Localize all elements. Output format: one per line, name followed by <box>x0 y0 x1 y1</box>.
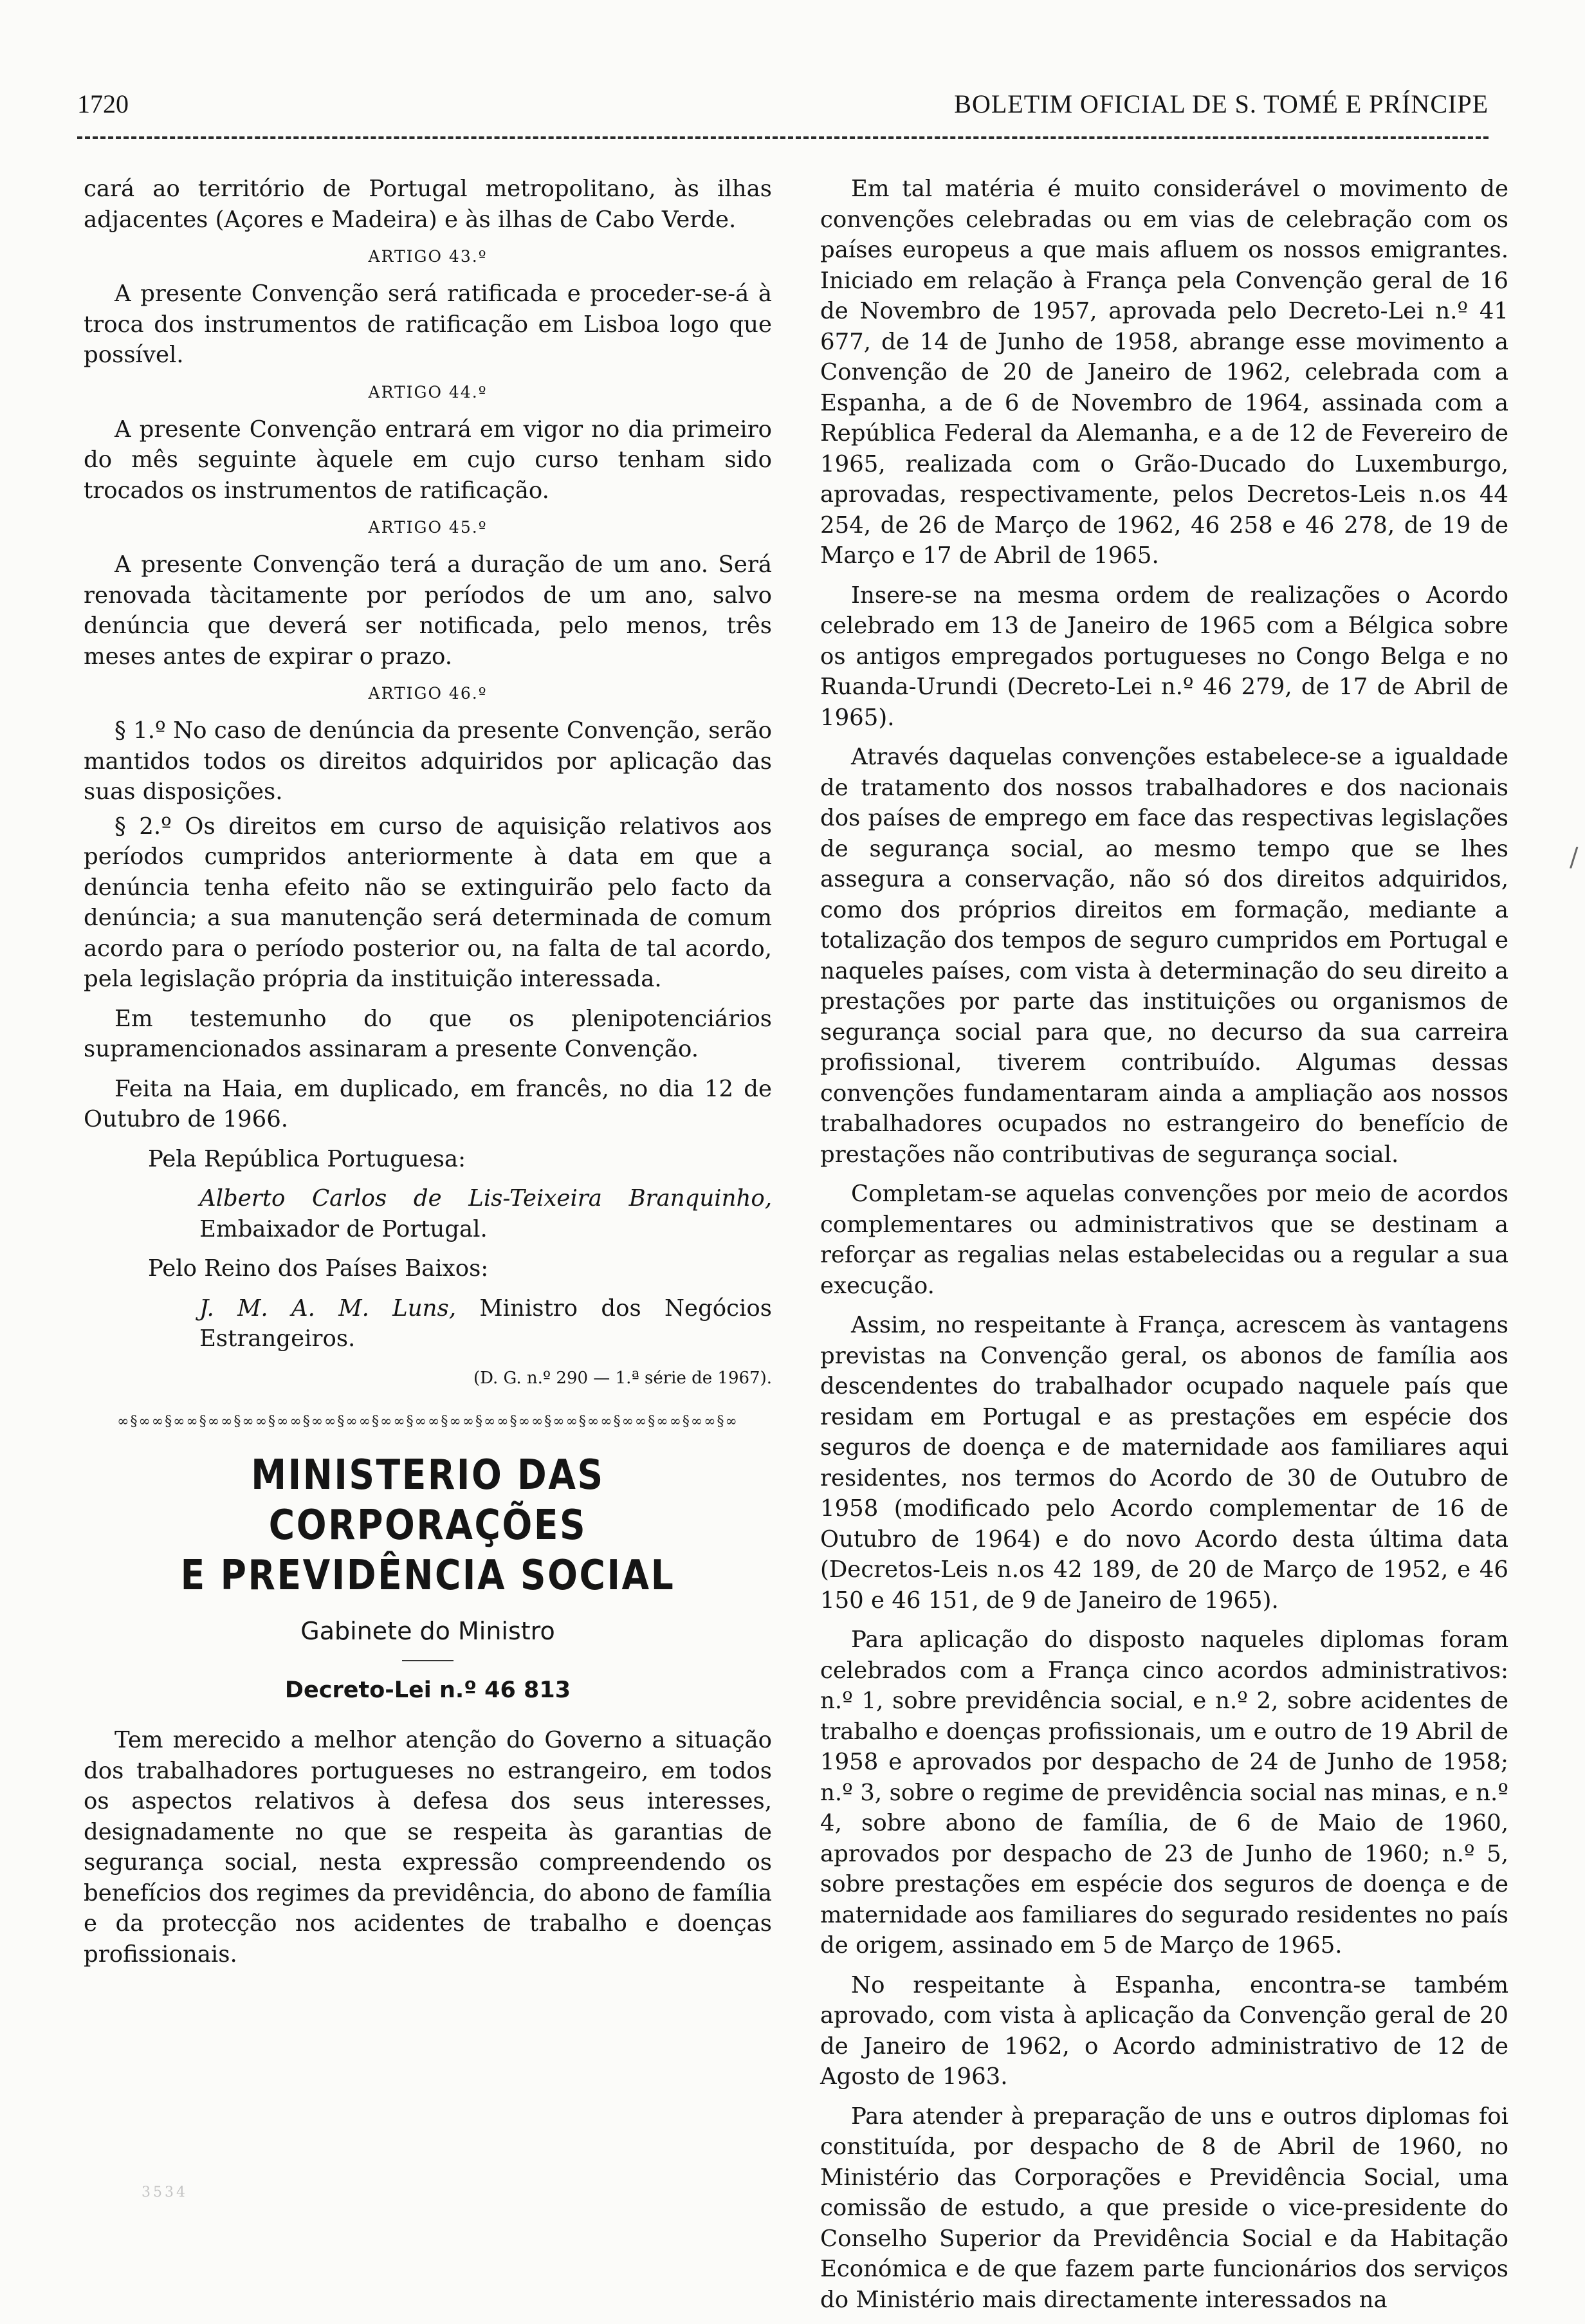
article-heading-46: ARTIGO 46.º <box>368 684 488 703</box>
decree-paragraph-5: Completam-se aquelas convenções por meio de acordos complementares ou administrativos que se destinam a reforçar as regalias nelas estabelecidas ou a regular a sua execução. <box>820 1181 1508 1299</box>
decree-title: Decreto-Lei n.º 46 813 <box>284 1677 571 1703</box>
page-header <box>77 89 1489 127</box>
witness-clause: Em testemunho do que os plenipotenciários supramencionados assinaram a presente Convenção. <box>84 1005 772 1062</box>
section-divider <box>402 1660 454 1661</box>
left-column <box>84 174 772 1978</box>
article-43-text: A presente Convenção será ratificada e proceder-se-á à troca dos instrumentos de ratificação em Lisboa logo que possível. <box>84 281 772 368</box>
article-46-paragraph-2: § 2.º Os direitos em curso de aquisição relativos aos períodos cumpridos anteriormente à data em que a denúncia tenha efeito não se extinguirão pelo facto da denúncia; a sua manutenção será determinada de comum acordo para o período posterior ou, na falta de tal acordo, pela legislação própria da instituição interessada. <box>84 813 772 992</box>
signatory-portugal-label: Pela República Portuguesa: <box>148 1145 466 1172</box>
decree-paragraph-6: Assim, no respeitante à França, acrescem às vantagens previstas na Convenção geral, os abonos de família aos descendentes do trabalhador ocupado naquele país que residam em Portugal e as prestações em espécie dos seguros de doença e de maternidade aos familiares aqui residentes, nos termos do Acordo de 30 de Outubro de 1958 (modificado pelo Acordo complementar de 16 de Outubro de 1964) e do novo Acordo desta última data (Decretos-Leis n.os 42 189, de 20 de Março de 1952, e 46 150 e 46 151, de 9 de Janeiro de 1965). <box>820 1312 1508 1614</box>
margin-mark: / <box>1570 843 1579 872</box>
decree-paragraph-4: Através daquelas convenções estabelece-se a igualdade de tratamento dos nossos trabalhadores e dos nacionais dos países de emprego em face das respectivas legislações de segurança social, ao mesmo tempo que se lhes assegura a conservação, não só dos direitos adquiridos, como dos próprios direitos em formação, mediante a totalização dos tempos de seguro cumpridos em Portugal e naqueles países, com vista à determinação do seu direito a prestações por parte das instituições ou organismos de segurança social para que, no decurso da sua carreira profissional, tiverem contribuído. Algumas dessas convenções fundamentaram ainda a ampliação aos nossos trabalhadores ocupados no estrangeiro do benefício de prestações não contributivas de segurança social. <box>820 744 1508 1168</box>
journal-title: BOLETIM OFICIAL DE S. TOMÉ E PRÍNCIPE <box>954 89 1489 118</box>
page-number: 1720 <box>77 89 129 118</box>
footer-stamp: 3534 <box>142 2184 188 2200</box>
article-46-paragraph-1: § 1.º No caso de denúncia da presente Convenção, serão mantidos todos os direitos adquiridos por aplicação das suas disposições. <box>84 717 772 805</box>
decree-paragraph-9: Para atender à preparação de uns e outros diplomas foi constituída, por despacho de 8 de Abril de 1960, no Ministério das Corporações e Previdência Social, uma comissão de estudo, a que preside o vice-presidente do Conselho Superior da Previdência Social e da Habitação Económica e de que fazem parte funcionários dos serviços do Ministério mais directamente interessados na <box>820 2103 1508 2313</box>
signatory-netherlands <box>84 1293 772 1354</box>
cabinet-heading: Gabinete do Ministro <box>300 1617 555 1645</box>
paragraph-continued: cará ao território de Portugal metropolitano, às ilhas adjacentes (Açores e Madeira) e às ilhas de Cabo Verde. <box>84 176 772 233</box>
signatory-portugal-role: Embaixador de Portugal. <box>199 1215 488 1242</box>
signatory-netherlands-label: Pelo Reino dos Países Baixos: <box>148 1255 489 1282</box>
right-column <box>820 174 1508 2324</box>
decree-paragraph-3: Insere-se na mesma ordem de realizações o Acordo celebrado em 13 de Janeiro de 1965 com a Bélgica sobre os antigos empregados portugueses no Congo Belga e no Ruanda-Urundi (Decreto-Lei n.º 46 279, de 17 de Abril de 1965). <box>820 582 1508 731</box>
decree-paragraph-8: No respeitante à Espanha, encontra-se também aprovado, com vista à aplicação da Convenção geral de 20 de Janeiro de 1962, o Acordo administrativo de 12 de Agosto de 1963. <box>820 1971 1508 2090</box>
header-rule <box>77 136 1489 139</box>
done-at-clause: Feita na Haia, em duplicado, em francês, no dia 12 de Outubro de 1966. <box>84 1075 772 1132</box>
signatory-portugal <box>84 1183 772 1244</box>
article-heading-44: ARTIGO 44.º <box>368 382 488 401</box>
publication-reference: (D. G. n.º 290 — 1.ª série de 1967). <box>473 1368 772 1388</box>
decree-paragraph-1: Tem merecido a melhor atenção do Governo a situação dos trabalhadores portugueses no estrangeiro, em todos os aspectos relativos à defesa dos seus interesses, designadamente no que se respeita às garantias de segurança social, nesta expressão compreendendo os benefícios dos regimes da previdência, do abono de família e da protecção nos acidentes de trabalho e doenças profissionais. <box>84 1727 772 1968</box>
article-heading-43: ARTIGO 43.º <box>368 247 488 266</box>
signatory-portugal-name: Alberto Carlos de Lis-Teixeira Branquinho, <box>199 1185 772 1212</box>
ministry-heading <box>132 1450 724 1601</box>
signatory-netherlands-name: J. M. A. M. Luns, <box>199 1295 456 1322</box>
ministry-heading-line-1: MINISTERIO DAS CORPORAÇÕES <box>251 1452 605 1549</box>
decree-paragraph-2: Em tal matéria é muito considerável o movimento de convenções celebradas ou em vias de celebração com os países europeus a que mais afluem os nossos emigrantes. Iniciado em relação à França pela Convenção geral de 16 de Novembro de 1957, aprovada pelo Decreto-Lei n.º 41 677, de 14 de Junho de 1958, abrange esse movimento a Convenção de 20 de Janeiro de 1962, celebrada com a Espanha, a de 6 de Novembro de 1964, assinada com a República Federal da Alemanha, e a de 12 de Fevereiro de 1965, realizada com o Grão-Ducado do Luxemburgo, aprovadas, respectivamente, pelos Decretos-Leis n.os 44 254, de 26 de Março de 1962, 46 258 e 46 278, de 19 de Março e 17 de Abril de 1965. <box>820 176 1508 569</box>
article-45-text: A presente Convenção terá a duração de um ano. Será renovada tàcitamente por períodos de um ano, salvo denúncia que deverá ser notificada, pelo menos, três meses antes de expirar o prazo. <box>84 551 772 670</box>
ministry-heading-line-2: E PREVIDÊNCIA SOCIAL <box>180 1552 675 1600</box>
ornamental-divider: ∞§∞∞§∞∞§∞∞§∞∞§∞∞§∞∞§∞∞§∞∞§∞∞§∞∞§∞∞§∞∞§∞∞§∞∞§∞∞§∞∞§∞∞§∞ <box>117 1414 738 1430</box>
article-heading-45: ARTIGO 45.º <box>368 518 488 537</box>
article-44-text: A presente Convenção entrará em vigor no dia primeiro do mês seguinte àquele em cujo curso tenham sido trocados os instrumentos de ratificação. <box>84 416 772 504</box>
signatory-netherlands-role: Ministro dos Negócios Estrangeiros. <box>199 1295 772 1352</box>
decree-paragraph-7: Para aplicação do disposto naqueles diplomas foram celebrados com a França cinco acordos administrativos: n.º 1, sobre previdência social, e n.º 2, sobre acidentes de trabalho e doenças profissionais, um e outro de 19 Abril de 1958 e aprovados por despacho de 24 de Junho de 1958; n.º 3, sobre o regime de previdência social nas minas, e n.º 4, sobre abono de família, de 6 de Maio de 1960, aprovados por despacho de 23 de Junho de 1960; n.º 5, sobre prestações em espécie dos seguros de doença e de maternidade aos familiares do segurado residentes no país de origem, assinado em 5 de Março de 1965. <box>820 1627 1508 1959</box>
